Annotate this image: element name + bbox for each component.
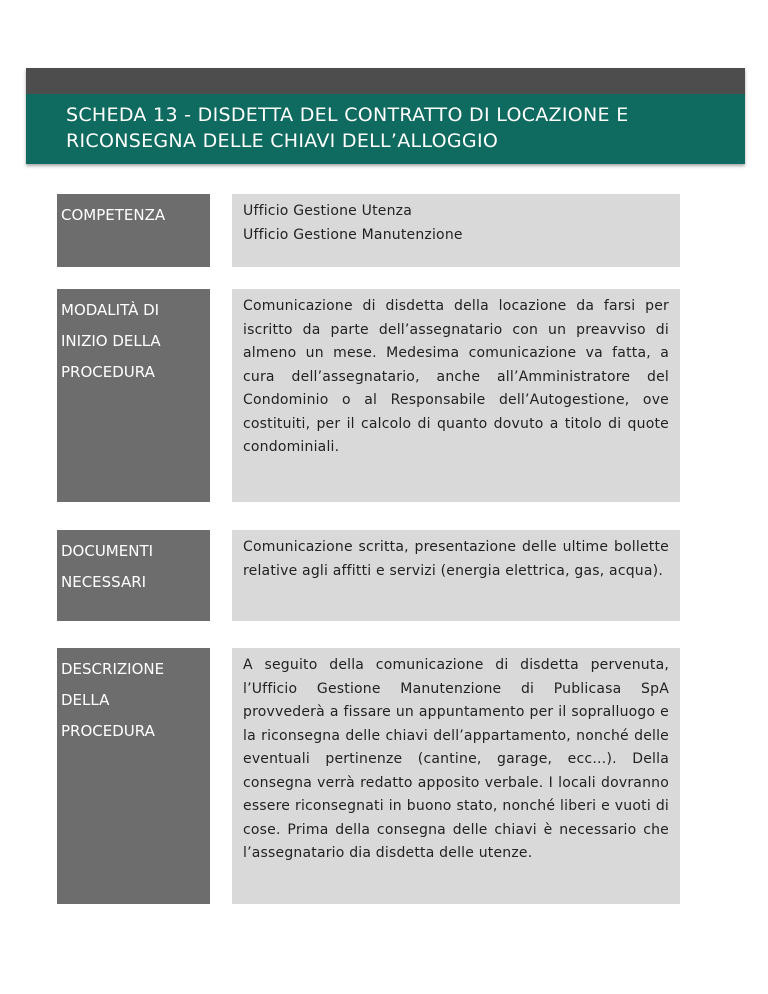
row-content: Comunicazione di disdetta della locazione da farsi per iscritto da parte dell’assegnatario con un preavviso di almeno un mese. Medesima comunicazione va fatta, a cura dell’assegnatario, anche all’Amministratore del Condominio o al Responsabile dell’Autogestione, ove costituiti, per il calcolo di quanto dovuto a titolo di quote condominiali. [232, 289, 680, 502]
row-label-text: DOCUMENTI NECESSARI [61, 542, 154, 591]
row-content: A seguito della comunicazione di disdetta pervenuta, l’Ufficio Gestione Manutenzione di Publicasa SpA provvederà a fissare un appuntamento per il sopralluogo e la riconsegna delle chiavi dell’appartamento, nonché delle eventuali pertinenze (cantine, garage, ecc…). Della consegna verrà redatto apposito verbale. I locali dovranno essere riconsegnati in buono stato, nonché liberi e vuoti di cose. Prima della consegna delle chiavi è necessario che l’assegnatario dia disdetta delle utenze. [232, 648, 680, 904]
row-content: Comunicazione scritta, presentazione delle ultime bollette relative agli affitti e servizi (energia elettrica, gas, acqua). [232, 530, 680, 621]
row-label-text: COMPETENZA [61, 206, 166, 224]
row-content [232, 194, 680, 267]
row-label-text: MODALITÀ DI INIZIO DELLA PROCEDURA [61, 301, 161, 381]
header-top-bar [26, 68, 745, 94]
row-label [57, 648, 210, 904]
content-line: Ufficio Gestione Utenza [243, 203, 412, 219]
page-title: SCHEDA 13 - DISDETTA DEL CONTRATTO DI LOCAZIONE E RICONSEGNA DELLE CHIAVI DELL’ALLOGGIO [66, 104, 629, 152]
row-label-text: DESCRIZIONE DELLA PROCEDURA [61, 660, 165, 740]
row-label [57, 530, 210, 621]
page-header [26, 68, 745, 164]
row-label [57, 289, 210, 502]
row-label [57, 194, 210, 267]
content-line: Ufficio Gestione Manutenzione [243, 226, 463, 243]
